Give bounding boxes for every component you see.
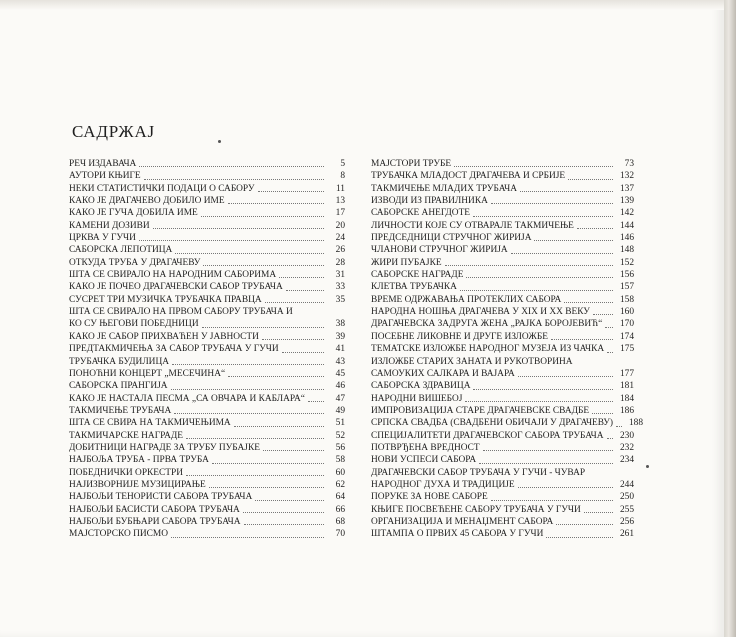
toc-entry: [371, 195, 634, 207]
toc-entry-page: 256: [619, 516, 634, 527]
toc-entry: [69, 269, 345, 281]
toc-entry-title: ОРГАНИЗАЦИЈА И МЕНАЏМЕНТ САБОРА: [371, 516, 554, 527]
toc-entry-title: КЛЕТВА ТРУБАЧКА: [371, 282, 457, 293]
dot-leader: [282, 352, 324, 353]
dot-leader: [491, 203, 613, 204]
toc-entry-title: САБОРСКА ЗДРАВИЦА: [371, 381, 471, 392]
toc-entry-title: НАЈБОЉА ТРУБА - ПРВА ТРУБА: [69, 455, 209, 466]
dot-leader: [584, 512, 613, 513]
toc-entry-page: 46: [335, 381, 345, 392]
toc-entry-title: КЊИГЕ ПОСВЕЋЕНЕ САБОРУ ТРУБАЧА У ГУЧИ: [371, 504, 581, 515]
toc-entry-title: НАЈИЗВОРНИЈЕ МУЗИЦИРАЊЕ: [69, 479, 206, 490]
toc-entry-title: ИЗВОДИ ИЗ ПРАВИЛНИКА: [371, 196, 488, 207]
dot-leader: [234, 426, 324, 427]
dot-leader: [518, 376, 613, 377]
toc-entry-title: ЛИЧНОСТИ КОЈЕ СУ ОТВАРАЛЕ ТАКМИЧЕЊЕ: [371, 220, 574, 231]
toc-entry: [69, 417, 345, 429]
toc-entry-page: 17: [335, 208, 345, 219]
toc-entry-page: 45: [335, 368, 345, 379]
toc-entry-page: 28: [335, 257, 345, 268]
dot-leader: [209, 487, 324, 488]
dot-leader: [460, 290, 613, 291]
toc-entry: [371, 504, 634, 516]
toc-entry: [371, 479, 634, 491]
toc-entry-title: ТЕМАТСКЕ ИЗЛОЖБЕ НАРОДНОГ МУЗЕЈА ИЗ ЧАЧКА: [371, 344, 605, 355]
toc-entry-title: ШТАМПА О ПРВИХ 45 САБОРА У ГУЧИ: [371, 529, 544, 540]
dot-leader: [616, 426, 622, 427]
toc-entry-title: ДРАГАЧЕВСКА ЗАДРУГА ЖЕНА „РАЈКА БОРОЈЕВИЋ“: [371, 319, 603, 330]
dot-leader: [577, 228, 613, 229]
toc-entry-title: ДРАГАЧЕВСКИ САБОР ТРУБАЧА У ГУЧИ - ЧУВАР: [371, 467, 586, 478]
dot-leader: [454, 166, 613, 167]
dot-leader: [491, 500, 613, 501]
toc-entry-title: ПОТВРЂЕНА ВРЕДНОСТ: [371, 442, 480, 453]
dot-leader: [534, 240, 613, 241]
toc-entry-page: 250: [619, 492, 634, 503]
toc-entry-page: 175: [620, 344, 635, 355]
toc-entry-title: ПРЕДТАКМИЧЕЊА ЗА САБОР ТРУБАЧА У ГУЧИ: [69, 344, 279, 355]
toc-entry-title: КАКО ЈЕ НАСТАЛА ПЕСМА „СА ОВЧАРА И КАБЛАРА“: [69, 393, 305, 404]
toc-entry-title: ТАКМИЧЕЊЕ ТРУБАЧА: [69, 405, 172, 416]
toc-entry-page: 73: [624, 159, 634, 169]
toc-entry: [69, 158, 345, 170]
toc-entry-page: 20: [335, 220, 345, 231]
dot-leader: [244, 524, 325, 525]
dot-leader: [203, 265, 324, 266]
toc-entry-title: НАЈБОЉИ БУБЊАРИ САБОРА ТРУБАЧА: [69, 516, 241, 527]
toc-entry-page: 56: [335, 442, 345, 453]
toc-entry: [69, 442, 345, 454]
toc-entry: [371, 220, 634, 232]
toc-entry-page: 132: [619, 171, 634, 182]
toc-entry: [69, 380, 345, 392]
toc-entry-page: 39: [335, 331, 345, 342]
toc-entry-page: 62: [335, 479, 345, 490]
dot-leader: [153, 228, 324, 229]
toc-entry-page: 26: [335, 245, 345, 256]
toc-entry-page: 156: [619, 270, 634, 281]
dot-leader: [592, 413, 613, 414]
toc-entry: [69, 281, 345, 293]
toc-entry: [371, 158, 634, 170]
toc-entry-title: НОВИ УСПЕСИ САБОРА: [371, 455, 477, 466]
toc-entry-title: НЕКИ СТАТИСТИЧКИ ПОДАЦИ О САБОРУ: [69, 183, 255, 194]
toc-entry-page: 137: [619, 183, 634, 194]
toc-entry: [69, 195, 345, 207]
ink-speck: [646, 465, 649, 468]
toc-entry: [371, 183, 634, 195]
toc-entry-page: 158: [619, 294, 634, 305]
toc-entry-title: ВРЕМЕ ОДРЖАВАЊА ПРОТЕКЛИХ САБОРА: [371, 294, 562, 305]
dot-leader: [171, 389, 324, 390]
page-edge: [724, 0, 736, 637]
toc-entry-title: НАЈБОЉИ ТЕНОРИСТИ САБОРА ТРУБАЧА: [69, 492, 253, 503]
dot-leader: [212, 463, 324, 464]
toc-entry-page: 157: [619, 282, 634, 293]
dot-leader: [445, 265, 613, 266]
dot-leader: [172, 364, 324, 365]
toc-entry-title: СУСРЕТ ТРИ МУЗИЧКА ТРУБАЧКА ПРАВЦА: [69, 294, 262, 305]
toc-entry-title: СРПСКА СВАДБА (СВАДБЕНИ ОБИЧАЈИ У ДРАГАЧЕВУ): [371, 418, 614, 429]
dot-leader: [593, 314, 613, 315]
toc-entry: [371, 528, 634, 540]
toc-entry-page: 177: [619, 368, 634, 379]
toc-entry-title: ТРУБАЧКА БУДИЛИЦА: [69, 356, 169, 367]
dot-leader: [556, 524, 613, 525]
toc-entry: [371, 294, 634, 306]
dot-leader: [466, 277, 613, 278]
toc-entry-title: ЖИРИ ПУБАЈКЕ: [371, 257, 442, 268]
toc-entry: [371, 331, 634, 343]
toc-entry-page: 261: [619, 529, 634, 540]
toc-entry: [69, 244, 345, 256]
toc-entry-page: 255: [619, 504, 634, 515]
toc-entry-page: 230: [619, 430, 634, 441]
dot-leader: [518, 487, 613, 488]
toc-entry-page: 181: [619, 381, 634, 392]
toc-entry-title: ИМПРОВИЗАЦИЈА СТАРЕ ДРАГАЧЕВСКЕ СВАДБЕ: [371, 405, 590, 416]
toc-entry-title: КАКО ЈЕ ПОЧЕО ДРАГАЧЕВСКИ САБОР ТРУБАЧА: [69, 282, 283, 293]
toc-entry-page: 58: [335, 455, 345, 466]
toc-entry-page: 43: [335, 356, 345, 367]
dot-leader: [144, 179, 324, 180]
toc-entry-title: АУТОРИ КЊИГЕ: [69, 171, 141, 182]
toc-entry-page: 38: [335, 319, 345, 330]
toc-entry-title: СПЕЦИЈАЛИТЕТИ ДРАГАЧЕВСКОГ САБОРА ТРУБАЧА: [371, 430, 604, 441]
toc-entry-page: 139: [619, 196, 634, 207]
toc-entry: [69, 454, 345, 466]
toc-entry-page: 188: [628, 418, 644, 429]
toc-entry-title: НАРОДНИ ВИШЕБОЈ: [371, 393, 463, 404]
toc-entry-title: ЧЛАНОВИ СТРУЧНОГ ЖИРИЈА: [371, 245, 508, 256]
toc-entry-page: 66: [335, 504, 345, 515]
toc-entry-title: КО СУ ЊЕГОВИ ПОБЕДНИЦИ: [69, 319, 199, 330]
dot-leader: [228, 203, 324, 204]
toc-entry-title: ДОБИТНИЦИ НАГРАДЕ ЗА ТРУБУ ПУБАЈКЕ: [69, 442, 260, 453]
dot-leader: [243, 512, 324, 513]
toc-entry-page: 47: [335, 393, 345, 404]
toc-entry-page: 49: [335, 405, 345, 416]
toc-entry: [69, 516, 345, 528]
toc-left-column: [69, 158, 345, 541]
toc-entry-page: 51: [335, 418, 345, 429]
dot-leader: [465, 401, 613, 402]
toc-entry-page: 13: [335, 196, 345, 207]
toc-entry-title: НАЈБОЉИ БАСИСТИ САБОРА ТРУБАЧА: [69, 504, 240, 515]
dot-leader: [139, 240, 324, 241]
toc-entry-page: 152: [619, 257, 634, 268]
dot-leader: [186, 475, 324, 476]
toc-entry-title: САБОРСКЕ НАГРАДЕ: [371, 270, 464, 281]
dot-leader: [286, 290, 324, 291]
toc-entry: [69, 220, 345, 232]
toc-entry-page: 24: [335, 233, 345, 244]
toc-entry-page: 35: [335, 294, 345, 305]
dot-leader: [175, 253, 324, 254]
dot-leader: [201, 216, 324, 217]
dot-leader: [265, 302, 324, 303]
dot-leader: [262, 339, 324, 340]
toc-entry-title: ТАКМИЧЕЊЕ МЛАДИХ ТРУБАЧА: [371, 183, 518, 194]
dot-leader: [258, 191, 324, 192]
toc-entry-page: 244: [619, 479, 634, 490]
toc-entry: [69, 479, 345, 491]
toc-entry-page: 186: [619, 405, 634, 416]
toc-entry: [371, 343, 634, 355]
toc-entry: [69, 405, 345, 417]
toc-entry: [69, 393, 345, 405]
toc-entry: [69, 318, 345, 330]
toc-entry-title: ЦРКВА У ГУЧИ: [69, 233, 136, 244]
toc-entry-title: ПОБЕДНИЧКИ ОРКЕСТРИ: [69, 467, 183, 478]
toc-entry-title: ПОРУКЕ ЗА НОВЕ САБОРЕ: [371, 492, 488, 503]
toc-entry: [371, 417, 644, 429]
toc-right-column: [371, 158, 644, 541]
dot-leader: [255, 500, 324, 501]
toc-entry-page: 33: [335, 282, 345, 293]
toc-entry: [371, 281, 634, 293]
dot-leader: [473, 216, 613, 217]
dot-leader: [564, 302, 613, 303]
dot-leader: [546, 537, 613, 538]
toc-entry-title: САБОРСКА ЛЕПОТИЦА: [69, 245, 173, 256]
toc-entry: [371, 232, 634, 244]
toc-entry: [371, 368, 634, 380]
toc-entry-page: 8: [340, 171, 345, 182]
toc-entry: [371, 207, 634, 219]
toc-entry: [371, 318, 634, 330]
toc-entry: [69, 368, 345, 380]
toc-entry: [69, 430, 345, 442]
toc-entry-page: 148: [619, 245, 634, 256]
toc-entry-title: НАРОДНОГ ДУХА И ТРАДИЦИЈЕ: [371, 479, 515, 490]
toc-entry: [371, 380, 634, 392]
toc-entry: [371, 244, 634, 256]
toc-entry-title: КАКО ЈЕ ГУЧА ДОБИЛА ИМЕ: [69, 208, 198, 219]
dot-leader: [607, 438, 613, 439]
toc-entry-title: РЕЧ ИЗДАВАЧА: [69, 159, 137, 169]
dot-leader: [308, 401, 324, 402]
toc-entry: [371, 442, 634, 454]
toc-entry: [69, 528, 345, 540]
toc-entry-title: ТРУБАЧКА МЛАДОСТ ДРАГАЧЕВА И СРБИЈЕ: [371, 171, 566, 182]
toc-entry: [371, 356, 634, 368]
toc-entry-page: 170: [619, 319, 634, 330]
page-title: САДРЖАЈ: [72, 122, 155, 141]
toc-entry: [69, 504, 345, 516]
toc-entry-title: ШТА СЕ СВИРАЛО НА НАРОДНИМ САБОРИМА: [69, 270, 277, 281]
toc-entry-title: ИЗЛОЖБЕ СТАРИХ ЗАНАТА И РУКОТВОРИНА: [371, 356, 573, 367]
toc-entry-page: 60: [335, 467, 345, 478]
toc-entry-title: КАКО ЈЕ САБОР ПРИХВАЋЕН У ЈАВНОСТИ: [69, 331, 259, 342]
toc-entry-page: 160: [619, 307, 634, 318]
toc-entry: [371, 491, 634, 503]
toc-entry: [69, 294, 345, 306]
toc-entry: [69, 170, 345, 182]
dot-leader: [483, 450, 613, 451]
toc-entry-page: 142: [619, 208, 634, 219]
dot-leader: [568, 179, 613, 180]
toc-entry: [371, 393, 634, 405]
toc-entry-title: ШТА СЕ СВИРА НА ТАКМИЧЕЊИМА: [69, 418, 231, 429]
toc-entry-title: ПРЕДСЕДНИЦИ СТРУЧНОГ ЖИРИЈА: [371, 233, 532, 244]
toc-entry-page: 5: [340, 159, 345, 169]
dot-leader: [607, 352, 613, 353]
toc-entry: [69, 257, 345, 269]
toc-entry: [69, 491, 345, 503]
dot-leader: [520, 191, 613, 192]
dot-leader: [202, 327, 324, 328]
dot-leader: [186, 438, 324, 439]
toc-entry-page: 146: [619, 233, 634, 244]
dot-leader: [263, 450, 324, 451]
toc-entry-page: 234: [619, 455, 634, 466]
dot-leader: [174, 413, 324, 414]
dot-leader: [171, 537, 324, 538]
toc-entry: [69, 343, 345, 355]
dot-leader: [228, 376, 324, 377]
dot-leader: [279, 277, 324, 278]
toc-entry: [371, 170, 634, 182]
toc-entry-page: 174: [619, 331, 634, 342]
toc-entry-page: 52: [335, 430, 345, 441]
toc-entry: [371, 405, 634, 417]
toc-entry-title: МАЈСТОРСКО ПИСМО: [69, 529, 168, 540]
toc-entry: [371, 257, 634, 269]
toc-entry: [371, 430, 634, 442]
toc-entry: [69, 356, 345, 368]
toc-entry-page: 11: [335, 183, 345, 194]
toc-entry-page: 70: [335, 529, 345, 540]
ink-speck: [218, 140, 221, 143]
toc-entry-page: 232: [619, 442, 634, 453]
toc-entry-title: САБОРСКЕ АНЕГДОТЕ: [371, 208, 471, 219]
dot-leader: [551, 339, 613, 340]
toc-entry: [69, 467, 345, 479]
toc-entry-page: 41: [335, 344, 345, 355]
toc-entry: [371, 269, 634, 281]
toc-entry-page: 144: [619, 220, 634, 231]
toc-entry-page: 31: [335, 270, 345, 281]
toc-entry: [69, 207, 345, 219]
toc-entry: [371, 467, 634, 479]
toc-entry-title: ОТКУДА ТРУБА У ДРАГАЧЕВУ: [69, 257, 201, 268]
toc-entry-title: НАРОДНА НОШЊА ДРАГАЧЕВА У XIX И XX ВЕКУ: [371, 307, 590, 318]
toc-entry-title: САМОУКИХ САЛКАРА И ВАЈАРА: [371, 368, 515, 379]
toc-entry: [69, 331, 345, 343]
toc-entry-title: САБОРСКА ПРАНГИЈА: [69, 381, 168, 392]
toc-entry: [371, 306, 634, 318]
toc-entry: [69, 232, 345, 244]
dot-leader: [511, 253, 613, 254]
toc-entry-title: КАМЕНИ ДОЗИВИ: [69, 220, 150, 231]
toc-entry-title: ШТА СЕ СВИРАЛО НА ПРВОМ САБОРУ ТРУБАЧА И: [69, 307, 293, 318]
toc-entry-title: ПОСЕБНЕ ЛИКОВНЕ И ДРУГЕ ИЗЛОЖБЕ: [371, 331, 548, 342]
toc-entry-page: 184: [619, 393, 634, 404]
toc-entry: [371, 516, 634, 528]
page-top-shadow: [0, 0, 724, 10]
toc-entry-title: ТАКМИЧАРСКЕ НАГРАДЕ: [69, 430, 184, 441]
toc-entry: [371, 454, 634, 466]
dot-leader: [605, 327, 613, 328]
dot-leader: [139, 166, 324, 167]
toc-entry-page: 68: [335, 516, 345, 527]
toc-entry-title: КАКО ЈЕ ДРАГАЧЕВО ДОБИЛО ИМЕ: [69, 196, 225, 207]
toc-entry: [69, 183, 345, 195]
toc-entry-page: 64: [335, 492, 345, 503]
toc-entry-title: ПОНОЋНИ КОНЦЕРТ „МЕСЕЧИНА“: [69, 368, 226, 379]
toc-entry: [69, 306, 345, 318]
toc-entry-title: МАЈСТОРИ ТРУБЕ: [371, 159, 452, 169]
dot-leader: [479, 463, 613, 464]
dot-leader: [473, 389, 613, 390]
